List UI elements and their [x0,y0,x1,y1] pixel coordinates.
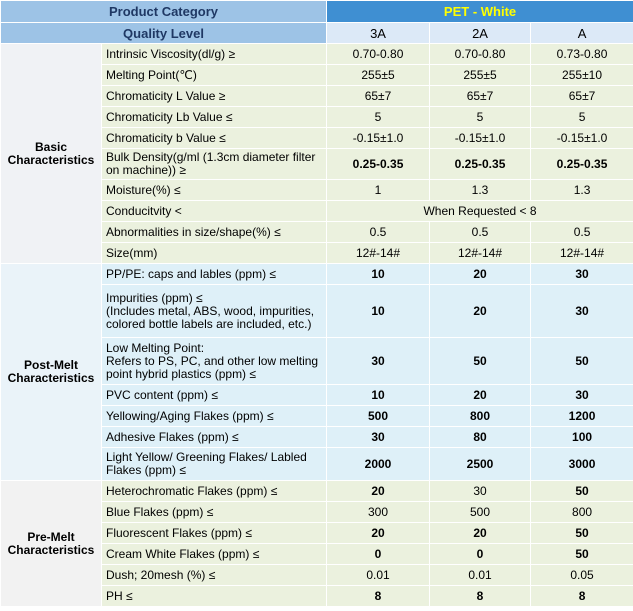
value-2a: 20 [430,385,531,406]
value-a: 12#-14# [531,243,633,264]
param-label: Heterochromatic Flakes (ppm) ≤ [102,481,327,502]
param-label [102,285,327,338]
grade-header-3a: 3A [327,23,430,44]
param-label: PP/PE: caps and lables (ppm) ≤ [102,264,327,285]
value-a: 65±7 [531,86,633,107]
value-a: 0.5 [531,222,633,243]
value-3a: 20 [327,523,430,544]
value-2a: 5 [430,107,531,128]
value-a: 0.25-0.35 [531,149,633,180]
value-3a: 30 [327,338,430,385]
param-label-title: Low Melting Point: [106,340,205,355]
value-3a: -0.15±1.0 [327,128,430,149]
value-3a: 0.01 [327,565,430,586]
value-a: 100 [531,427,633,448]
section-pre-melt-characteristics: Pre-Melt Characteristics [1,481,102,607]
value-2a: -0.15±1.0 [430,128,531,149]
value-a: 1.3 [531,180,633,201]
value-3a: 5 [327,107,430,128]
value-2a: 0.5 [430,222,531,243]
value-a: 50 [531,523,633,544]
param-label: Chromaticity b Value ≤ [102,128,327,149]
value-3a: 255±5 [327,65,430,86]
value-3a: 10 [327,385,430,406]
param-label: Moisture(%) ≤ [102,180,327,201]
param-label: Dush; 20mesh (%) ≤ [102,565,327,586]
value-2a: 30 [430,481,531,502]
value-3a: 300 [327,502,430,523]
value-2a: 800 [430,406,531,427]
table-row [1,44,633,65]
table-row [1,264,633,285]
param-label: Fluorescent Flakes (ppm) ≤ [102,523,327,544]
value-3a: 8 [327,586,430,607]
value-3a: 0.70-0.80 [327,44,430,65]
value-a: 50 [531,338,633,385]
value-a: -0.15±1.0 [531,128,633,149]
param-label: Conducitvity < [102,201,327,222]
param-label: Yellowing/Aging Flakes (ppm) ≤ [102,406,327,427]
value-3a: 0 [327,544,430,565]
value-3a: 30 [327,427,430,448]
param-label-note: (Includes metal, ABS, wood, impurities, colored bottle labels are included, etc.) [106,303,315,331]
param-label: Adhesive Flakes (ppm) ≤ [102,427,327,448]
param-label: Melting Point(℃) [102,65,327,86]
value-a: 30 [531,385,633,406]
param-label [102,338,327,385]
value-2a: 2500 [430,448,531,481]
value-3a: 20 [327,481,430,502]
value-2a: 50 [430,338,531,385]
value-a: 5 [531,107,633,128]
value-2a: 0.01 [430,565,531,586]
value-a: 50 [531,481,633,502]
value-3a: 10 [327,264,430,285]
param-label: Cream White Flakes (ppm) ≤ [102,544,327,565]
value-2a: 0 [430,544,531,565]
value-2a: 20 [430,264,531,285]
value-2a: 8 [430,586,531,607]
value-2a: 80 [430,427,531,448]
quality-level-header: Quality Level [1,23,327,44]
merged-value: When Requested < 8 [327,201,633,222]
value-a: 0.73-0.80 [531,44,633,65]
value-a: 1200 [531,406,633,427]
value-2a: 0.25-0.35 [430,149,531,180]
value-2a: 20 [430,523,531,544]
param-label-note: Refers to PS, PC, and other low melting point hybrid plastics (ppm) ≤ [106,353,319,381]
param-label: Light Yellow/ Greening Flakes/ Labled Flakes (ppm) ≤ [102,448,327,481]
grade-header-a: A [531,23,633,44]
param-label: PVC content (ppm) ≤ [102,385,327,406]
param-label: Chromaticity L Value ≥ [102,86,327,107]
param-label: Bulk Density(g/ml (1.3cm diameter filter on machine)) ≥ [102,149,327,180]
value-a: 8 [531,586,633,607]
product-name-header: PET - White [327,1,633,23]
value-3a: 500 [327,406,430,427]
value-2a: 255±5 [430,65,531,86]
value-2a: 65±7 [430,86,531,107]
param-label: PH ≤ [102,586,327,607]
param-label: Blue Flakes (ppm) ≤ [102,502,327,523]
value-a: 0.05 [531,565,633,586]
value-3a: 65±7 [327,86,430,107]
value-2a: 0.70-0.80 [430,44,531,65]
product-category-header: Product Category [1,1,327,23]
param-label-title: Impurities (ppm) ≤ [106,290,203,305]
param-label: Chromaticity Lb Value ≤ [102,107,327,128]
value-3a: 0.5 [327,222,430,243]
grade-header-2a: 2A [430,23,531,44]
value-a: 255±10 [531,65,633,86]
value-a: 30 [531,285,633,338]
value-3a: 0.25-0.35 [327,149,430,180]
param-label: Intrinsic Viscosity(dl/g) ≥ [102,44,327,65]
section-post-melt-characteristics: Post-Melt Characteristics [1,264,102,481]
value-3a: 10 [327,285,430,338]
value-a: 30 [531,264,633,285]
value-2a: 500 [430,502,531,523]
value-2a: 20 [430,285,531,338]
value-3a: 2000 [327,448,430,481]
value-3a: 12#-14# [327,243,430,264]
value-3a: 1 [327,180,430,201]
table-row [1,481,633,502]
section-basic-characteristics: Basic Characteristics [1,44,102,264]
value-2a: 1.3 [430,180,531,201]
value-a: 50 [531,544,633,565]
value-2a: 12#-14# [430,243,531,264]
value-a: 3000 [531,448,633,481]
value-a: 800 [531,502,633,523]
param-label: Abnormalities in size/shape(%) ≤ [102,222,327,243]
param-label: Size(mm) [102,243,327,264]
